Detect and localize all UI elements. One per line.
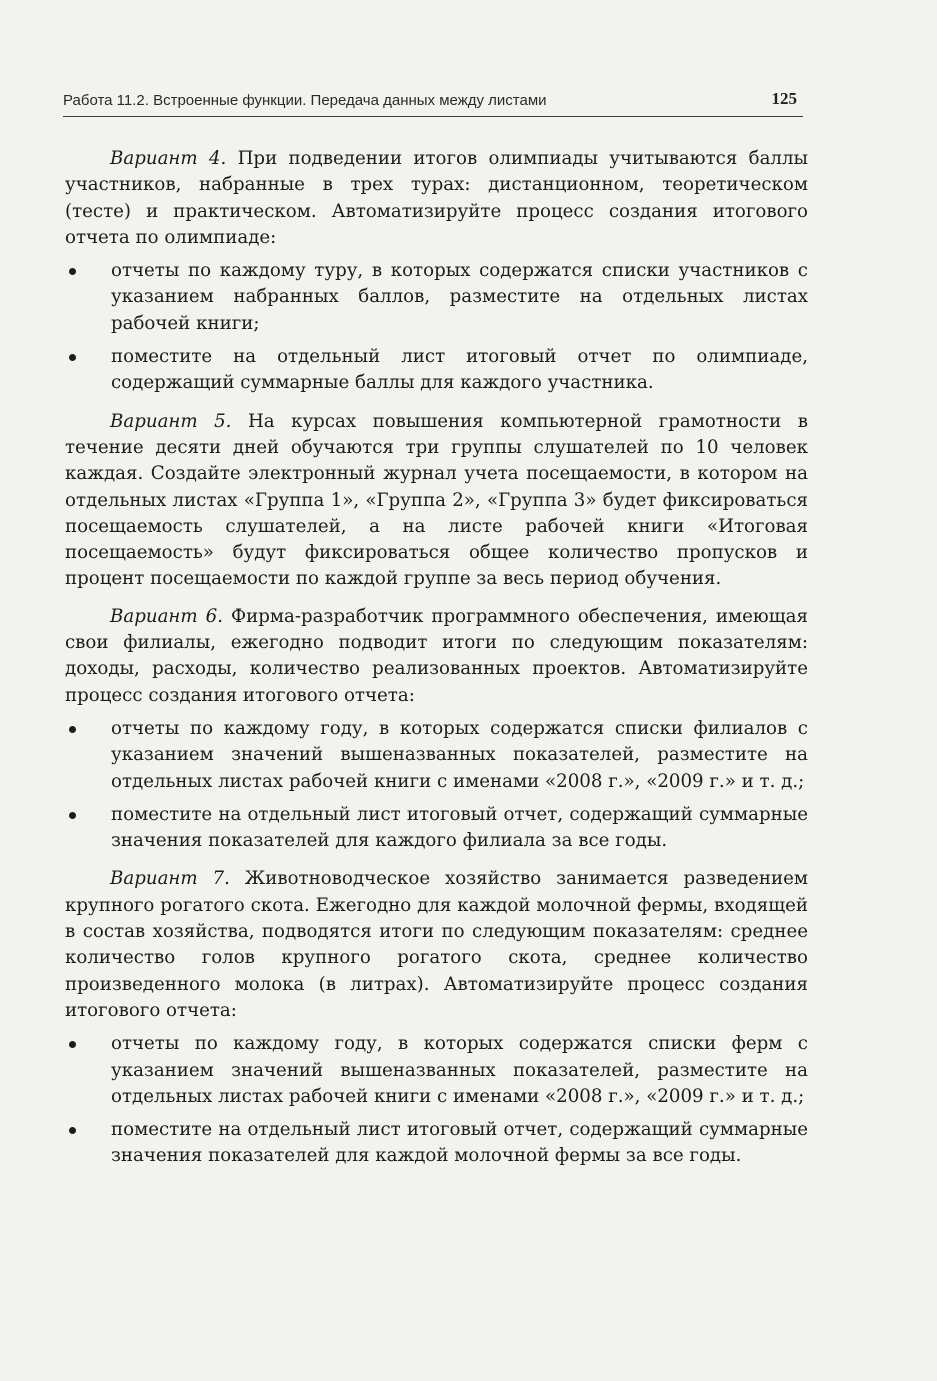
variant-7-list xyxy=(65,1031,808,1169)
variant-6-text: Фирма-разработчик программного обеспечения, имеющая свои филиалы, ежегодно подводит итоги по следующим показателям: доходы, расходы, количество реализованных проектов. Автоматизируйте процесс создания итогового отчета: xyxy=(65,605,808,706)
variant-5-label: Вариант 5. xyxy=(110,410,232,432)
list-item-text: поместите на отдельный лист итоговый отчет, содержащий суммарные значения показателей для каждой молочной фермы за все годы. xyxy=(111,1119,808,1167)
page-number: 125 xyxy=(771,89,797,108)
list-item xyxy=(65,258,808,337)
bullet-icon xyxy=(69,354,76,361)
running-header xyxy=(63,84,803,117)
variant-4-paragraph xyxy=(65,146,808,251)
bullet-icon xyxy=(69,812,76,819)
list-item-text: отчеты по каждому туру, в которых содержатся списки участников с указанием набранных баллов, разместите на отдельных листах рабочей книги; xyxy=(111,260,808,334)
list-item-text: поместите на отдельный лист итоговый отчет, содержащий суммарные значения показателей для каждого филиала за все годы. xyxy=(111,803,808,852)
variant-7-text: Животноводческое хозяйство занимается разведением крупного рогатого скота. Ежегодно для каждой молочной фермы, входящей в состав хозяйства, подводятся итоги по следующим показателям: среднее количество голов крупного рогатого скота, среднее количество произведенного молока (в литрах). Автоматизируйте процесс создания итогового отчета: xyxy=(65,868,808,1021)
bullet-icon xyxy=(69,268,76,275)
list-item-text: отчеты по каждому году, в которых содержатся списки ферм с указанием значений вышеназванных показателей, разместите на отдельных листах рабочей книги с именами «2008 г.», «2009 г.» и т. д.; xyxy=(111,1033,808,1107)
bullet-icon xyxy=(69,1127,76,1134)
variant-5-paragraph xyxy=(65,409,808,593)
variant-5-text: На курсах повышения компьютерной грамотности в течение десяти дней обучаются три группы слушателей по 10 человек каждая. Создайте электронный журнал учета посещаемости, в котором на отдельных листах «Группа 1», «Группа 2», «Группа 3» будет фиксироваться посещаемость слушателей, а на листе рабочей книги «Итоговая посещаемость» будут фиксироваться общее количество пропусков и процент посещаемости по каждой группе за весь период обучения. xyxy=(65,410,808,590)
list-item-text: отчеты по каждому году, в которых содержатся списки филиалов с указанием значений вышеназванных показателей, разместите на отдельных листах рабочей книги с именами «2008 г.», «2009 г.» и т. д.; xyxy=(111,717,808,792)
header-title: Работа 11.2. Встроенные функции. Передача данных между листами xyxy=(63,92,547,109)
list-item xyxy=(65,802,808,855)
list-item xyxy=(65,1031,808,1110)
variant-7-label: Вариант 7. xyxy=(110,868,230,890)
list-item xyxy=(65,344,808,397)
variant-6-paragraph xyxy=(65,604,808,709)
page-body xyxy=(65,146,808,1182)
list-item xyxy=(65,716,808,795)
variant-6-label: Вариант 6. xyxy=(110,605,223,627)
bullet-icon xyxy=(69,726,76,733)
list-item xyxy=(65,1117,808,1170)
list-item-text: поместите на отдельный лист итоговый отчет по олимпиаде, содержащий суммарные баллы для каждого участника. xyxy=(111,346,808,394)
variant-4-list xyxy=(65,258,808,396)
bullet-icon xyxy=(69,1041,76,1048)
variant-4-text: При подведении итогов олимпиады учитываются баллы участников, набранные в трех турах: дистанционном, теоретическом (тесте) и практическом. Автоматизируйте процесс создания итогового отчета по олимпиаде: xyxy=(65,148,808,248)
variant-7-paragraph xyxy=(65,866,808,1024)
variant-6-list xyxy=(65,716,808,854)
variant-4-label: Вариант 4. xyxy=(110,148,227,169)
